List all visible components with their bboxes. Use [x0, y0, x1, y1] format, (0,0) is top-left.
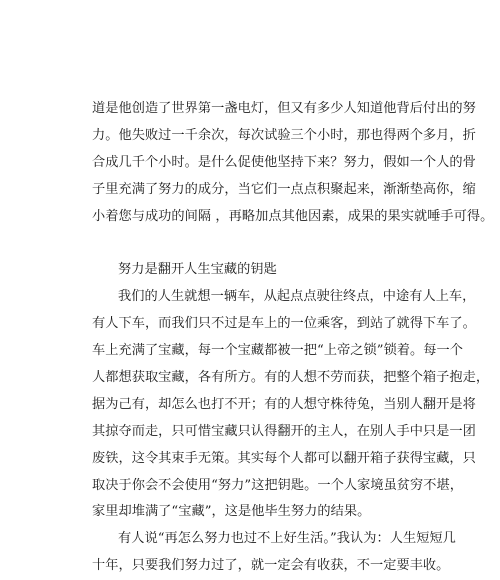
section-heading: 努力是翻开人生宝藏的钥匙	[118, 262, 277, 278]
paragraph-spacer	[92, 230, 437, 257]
text-line: 车上充满了宝藏，每一个宝藏都被一把“上帝之锁”锁着。每一个	[92, 343, 463, 359]
text-line: 我们的人生就想一辆车，从起点点驶往终点，中途有人上车，	[118, 289, 476, 305]
paragraph-treasure	[92, 284, 490, 526]
text-line: 取决于你会不会使用“努力”这把钥匙。一个人家境虽贫穷不堪，	[92, 477, 463, 493]
text-line: 据为己有，却怎么也打不开；有的人想守株待兔，当别人翻开是将	[92, 396, 476, 412]
text-line: 力。他失败过一千余次，每次试验三个小时，那也得两个多月，折	[92, 127, 476, 143]
text-line: 家里却堆满了“宝藏”，这是他毕生努力的结果。	[92, 504, 371, 520]
paragraph-edison	[92, 96, 494, 230]
text-line: 子里充满了努力的成分，当它们一点点积聚起来，渐渐垫高你，缩	[92, 181, 476, 197]
document-body	[92, 96, 494, 580]
text-line: 小着您与成功的间隔 ，再略加点其他因素，成果的果实就唾手可得。	[92, 208, 494, 224]
text-line: 合成几千个小时。是什么促使他坚持下来？努力，假如一个人的骨	[92, 154, 476, 170]
text-line: 有人下车，而我们只不过是车上的一位乘客，到站了就得下车了。	[92, 316, 476, 332]
text-line: 其掠夺而走，只可惜宝藏只认得翻开的主人，在别人手中只是一团	[92, 423, 476, 439]
text-line: 十年，只要我们努力过了，就一定会有收获，不一定要丰收。	[92, 558, 450, 574]
text-line: 道是他创造了世界第一盏电灯，但又有多少人知道他背后付出的努	[92, 101, 476, 116]
text-line: 人都想获取宝藏，各有所方。有的人想不劳而获，把整个箱子抱走，	[92, 370, 490, 386]
text-line: 废铁，这令其束手无策。其实每个人都可以翻开箱子获得宝藏，只	[92, 450, 476, 466]
paragraph-effort	[92, 526, 456, 580]
text-line: 有人说“再怎么努力也过不上好生活。”我认为：人生短短几	[118, 531, 456, 547]
